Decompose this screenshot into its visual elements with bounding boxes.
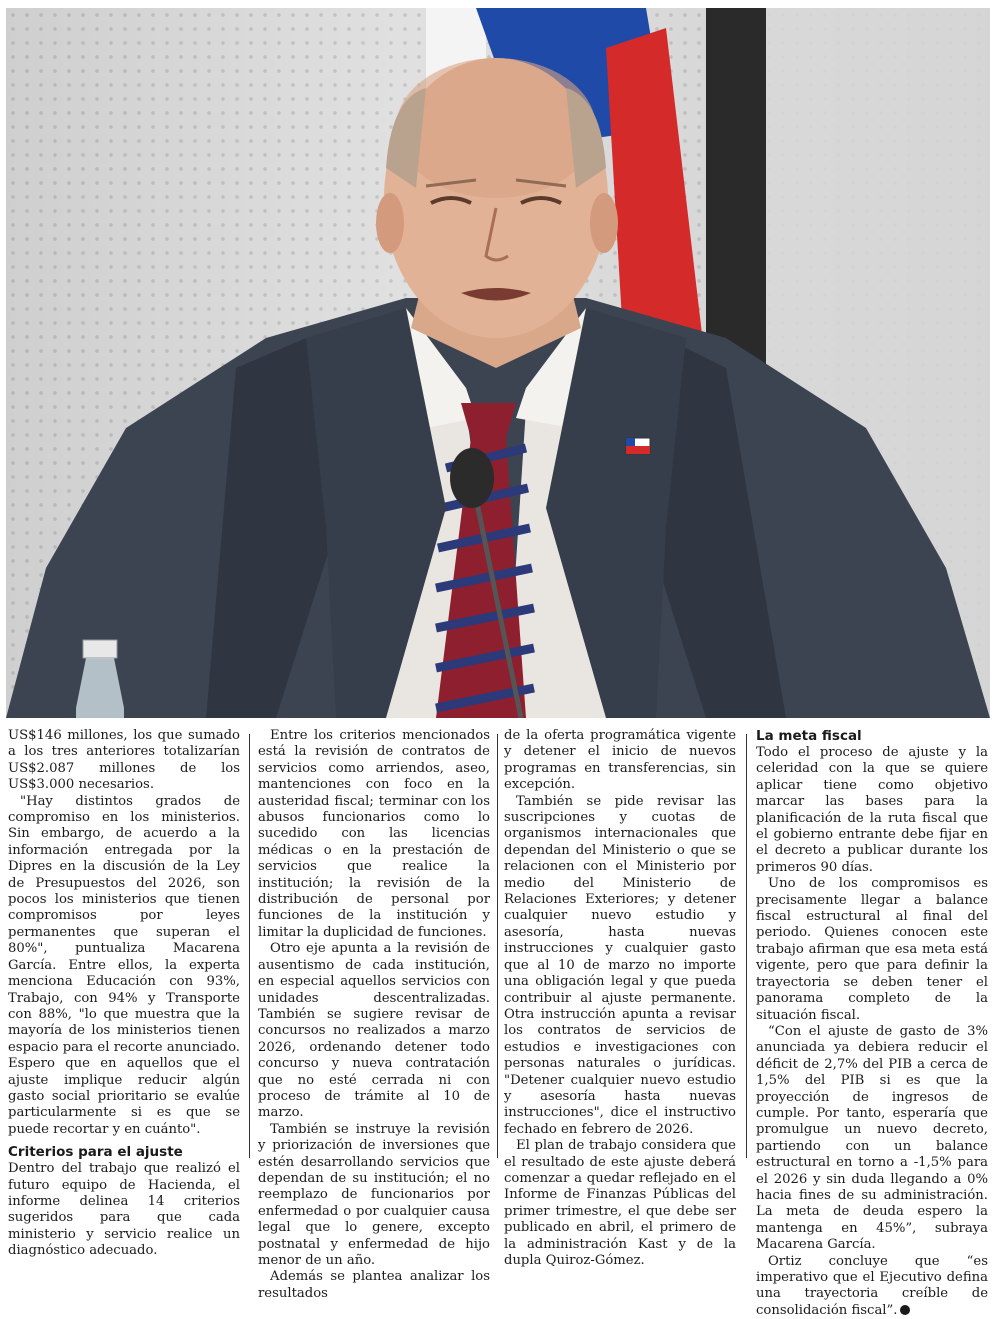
paragraph: También se instruye la revisión y priorización de inversiones que estén desarrollando servicios que dependan de su institución; el no reemplazo de funcionarios por enfermedad o por cualquier causa legal que lo genere, excepto postnatal y enfermedad de hijo menor de un año. xyxy=(258,1121,490,1268)
paragraph: "Hay distintos grados de compromiso en los ministerios. Sin embargo, de acuerdo a la información entregada por la Dipres en la discusión de la Ley de Presupuestos del 2026, son pocos los ministerios que tienen compromisos por leyes permanentes que superan el 80%", puntualiza Macarena García. Entre ellos, la experta menciona Educación con 93%, Trabajo, con 94% y Transporte con 88%, "lo que muestra que la mayoría de los ministerios tienen espacio para el recorte anunciado. Espero que en aquellos que el ajuste implique reducir algún gasto social prioritario se evalúe particularmente si es que se puede recortar y en cuánto". xyxy=(8,793,240,1137)
paragraph: Entre los criterios mencionados está la revisión de contratos de servicios como arriendos, aseo, mantenciones con foco en la austeridad fiscal; terminar con los abusos funcionarios como lo sucedido con las licencias médicas o en la prestación de servicios que realice la institución; la revisión de la distribución de personal por funciones de la institución y limitar la duplicidad de funciones. xyxy=(258,728,490,940)
section-heading: La meta fiscal xyxy=(756,728,862,744)
photo-illustration xyxy=(6,8,990,718)
section-heading: Criterios para el ajuste xyxy=(8,1144,183,1161)
paragraph: El plan de trabajo considera que el resultado de este ajuste deberá comenzar a quedar reflejado en el Informe de Finanzas Públicas del primer trimestre, el que debe ser publicado en abril, el primero de la administración Kast y de la dupla Quiroz-Gómez. xyxy=(504,1138,736,1268)
text-column-2 xyxy=(258,728,490,1302)
end-of-article-icon xyxy=(900,1305,910,1315)
water-bottle xyxy=(76,640,124,718)
paragraph: Además se plantea analizar los resultados xyxy=(258,1269,490,1301)
paragraph: Todo el proceso de ajuste y la celeridad con la que se quiere aplicar tiene como objetivo marcar las bases para la planificación de la ruta fiscal que el gobierno entrante debe fijar en el decreto a publicar durante los primeros 90 días. xyxy=(756,745,988,875)
microphone xyxy=(450,448,494,508)
paragraph: Uno de los compromisos es precisamente llegar a balance fiscal estructural al final del periodo. Quienes conocen este trabajo afirman que esa meta está vigente, pero que para definir la trayectoria se deben tener el panorama completo de la situación fiscal. xyxy=(756,876,988,1023)
paragraph: Dentro del trabajo que realizó el futuro equipo de Hacienda, el informe delinea 14 criterios sugeridos para que cada ministerio y servicio realice un diagnóstico adecuado. xyxy=(8,1161,240,1259)
paragraph-text: Ortiz concluye que “es imperativo que el Ejecutivo defina una trayectoria creíble de consolidación fiscal”. xyxy=(756,1253,988,1318)
column-rule xyxy=(746,734,747,1158)
column-rule xyxy=(497,734,498,1158)
paragraph: US$146 millones, los que sumado a los tres anteriores totalizarían US$2.087 millones de los US$3.000 necesarios. xyxy=(8,728,240,793)
text-column-4 xyxy=(756,728,988,1319)
paragraph: de la oferta programática vigente y detener el inicio de nuevos programas en transferencias, sin excepción. xyxy=(504,728,736,793)
paragraph: También se pide revisar las suscripciones y cuotas de organismos internacionales que dependan del Ministerio o que se relacionen con el Ministerio por medio del Ministerio de Relaciones Exteriores; y detener cualquier nuevo estudio y asesoría, hasta nuevas instrucciones y cualquier gasto que al 10 de marzo no importe una obligación legal y que pueda contribuir al ajuste permanente. Otra instrucción apunta a revisar los contratos de servicios de estudios e investigaciones con personas naturales o jurídicas. "Detener cualquier nuevo estudio y asesoría hasta nuevas instrucciones", dice el instructivo fechado en febrero de 2026. xyxy=(504,793,736,1137)
article-photo xyxy=(6,8,990,718)
text-column-3 xyxy=(504,728,736,1269)
paragraph-last xyxy=(756,1254,988,1319)
text-column-1 xyxy=(8,728,240,1260)
paragraph: Otro eje apunta a la revisión de ausentismo de cada institución, en especial aquellos servicios con unidades descentralizadas. También se sugiere revisar de concursos no realizados a marzo 2026, ordenando detener todo concurso y nueva contratación que no esté cerrada ni con proceso de trámite al 10 de marzo. xyxy=(258,941,490,1121)
column-rule xyxy=(249,734,250,1158)
paragraph: “Con el ajuste de gasto de 3% anunciada ya debiera reducir el déficit de 2,7% del PIB a cerca de 1,5% del PIB si es que la proyección de ingresos de cumple. Por tanto, esperaría que promulgue un nuevo decreto, partiendo con un balance estructural en torno a -1,5% para el 2026 y sin duda llegando a 0% hacia fines de su administración. La meta de deuda espero la mantenga en 45%”, subraya Macarena García. xyxy=(756,1023,988,1253)
